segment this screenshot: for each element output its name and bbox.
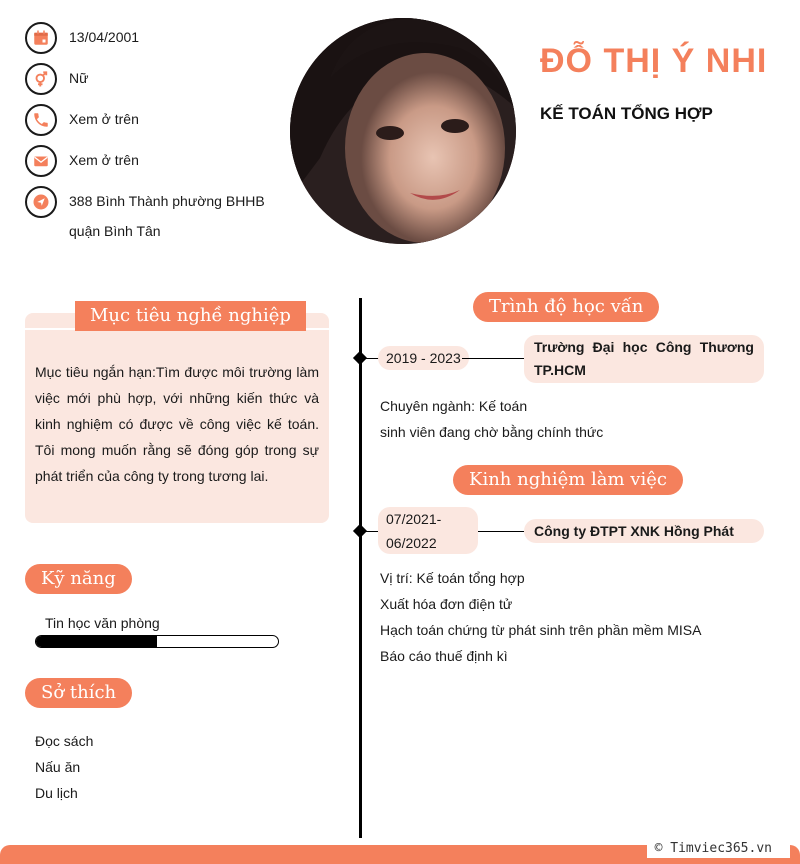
list-item: Hạch toán chứng từ phát sinh trên phần mềm MISA xyxy=(380,622,702,638)
experience-date-start: 07/2021- xyxy=(386,511,442,527)
contact-address xyxy=(25,186,285,246)
avatar-photo xyxy=(290,18,516,244)
objective-heading: Mục tiêu nghề nghiệp xyxy=(75,301,306,331)
experience-heading: Kinh nghiệm làm việc xyxy=(453,465,683,495)
skill-level-bar xyxy=(35,635,279,648)
contact-info xyxy=(25,22,285,255)
list-item: Du lịch xyxy=(35,785,78,801)
address-line-2: quận Bình Tân xyxy=(69,223,161,239)
candidate-name: ĐỖ THỊ Ý NHI xyxy=(540,42,768,80)
objective-section xyxy=(25,313,329,523)
contact-gender xyxy=(25,63,285,95)
experience-details xyxy=(380,565,701,669)
education-date: 2019 - 2023 xyxy=(378,346,469,370)
location-icon xyxy=(25,186,57,218)
list-item: Chuyên ngành: Kế toán xyxy=(380,398,528,414)
address-line-1: 388 Bình Thành phường BHHB xyxy=(69,193,265,209)
list-item: Vị trí: Kế toán tổng hợp xyxy=(380,570,525,586)
phone-text: Xem ở trên xyxy=(69,111,139,127)
list-item: sinh viên đang chờ bằng chính thức xyxy=(380,424,604,440)
birthday-text: 13/04/2001 xyxy=(69,29,140,45)
timeline-connector xyxy=(462,358,524,359)
skill-level-fill xyxy=(36,636,157,647)
list-item: Báo cáo thuế định kì xyxy=(380,648,508,664)
email-text: Xem ở trên xyxy=(69,152,139,168)
timeline-connector xyxy=(478,531,524,532)
address-text xyxy=(69,186,265,246)
gender-text: Nữ xyxy=(69,70,89,86)
watermark: © Timviec365.vn xyxy=(647,840,790,858)
objective-text: Mục tiêu ngắn hạn:Tìm được môi trường làm việc mới phù hợp, với những kiến thức và kinh nghiệm có được về công việc kế toán. Tôi mong muốn rằng sẽ đóng góp trong sự phát triển của công ty trong tương lai. xyxy=(35,364,319,484)
mail-icon xyxy=(25,145,57,177)
skills-heading: Kỹ năng xyxy=(25,564,132,594)
job-title: KẾ TOÁN TỔNG HỢP xyxy=(540,104,713,123)
list-item: Nấu ăn xyxy=(35,759,81,775)
hobbies-list xyxy=(35,728,93,806)
hobbies-heading: Sở thích xyxy=(25,678,132,708)
timeline-line xyxy=(359,298,362,838)
education-details xyxy=(380,393,603,445)
list-item: Xuất hóa đơn điện tử xyxy=(380,596,513,612)
education-school: Trường Đại học Công Thương TP.HCM xyxy=(524,335,764,383)
skill-name: Tin học văn phòng xyxy=(45,615,160,631)
list-item: Đọc sách xyxy=(35,733,94,749)
contact-birthday xyxy=(25,22,285,54)
experience-company: Công ty ĐTPT XNK Hồng Phát xyxy=(524,519,764,543)
education-heading: Trình độ học vấn xyxy=(473,292,659,322)
contact-phone xyxy=(25,104,285,136)
calendar-icon xyxy=(25,22,57,54)
experience-date xyxy=(378,507,478,554)
gender-icon xyxy=(25,63,57,95)
phone-icon xyxy=(25,104,57,136)
experience-date-end: 06/2022 xyxy=(386,535,437,551)
contact-email xyxy=(25,145,285,177)
avatar xyxy=(290,18,516,244)
